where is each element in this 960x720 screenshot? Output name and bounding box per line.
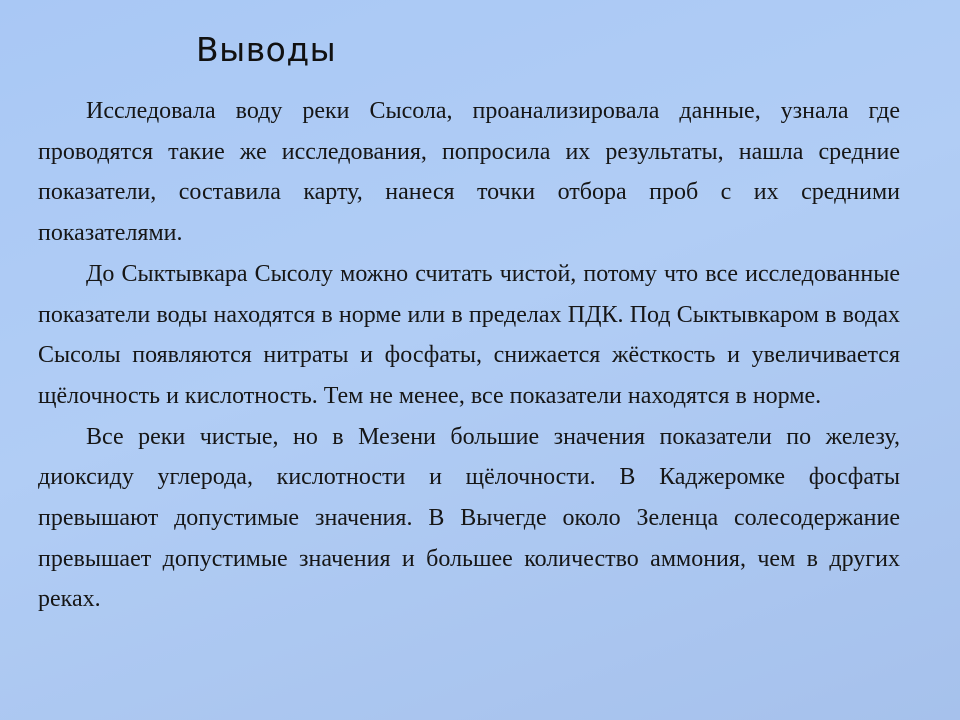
paragraph-2: До Сыктывкара Сысолу можно считать чистой, потому что все исследованные показатели воды находятся в норме или в пределах ПДК. Под Сыктывкаром в водах Сысолы появляются нитраты и фосфаты, снижается жёсткость и увеличивается щёлочность и кислотность. Тем не менее, все показатели находятся в норме. — [38, 260, 900, 409]
slide-title: Выводы — [196, 30, 337, 69]
slide-body — [38, 91, 900, 620]
paragraph-3: Все реки чистые, но в Мезени большие значения показатели по железу, диоксиду углерода, кислотности и щёлочности. В Каджеромке фосфаты превышают допустимые значения. В Вычегде около Зеленца солесодержание превышает допустимые значения и большее количество аммония, чем в других реках. — [38, 423, 900, 613]
paragraph-1: Исследовала воду реки Сысола, проанализировала данные, узнала где проводятся такие же исследования, попросила их результаты, нашла средние показатели, составила карту, нанеся точки отбора проб с их средними показателями. — [38, 98, 900, 247]
